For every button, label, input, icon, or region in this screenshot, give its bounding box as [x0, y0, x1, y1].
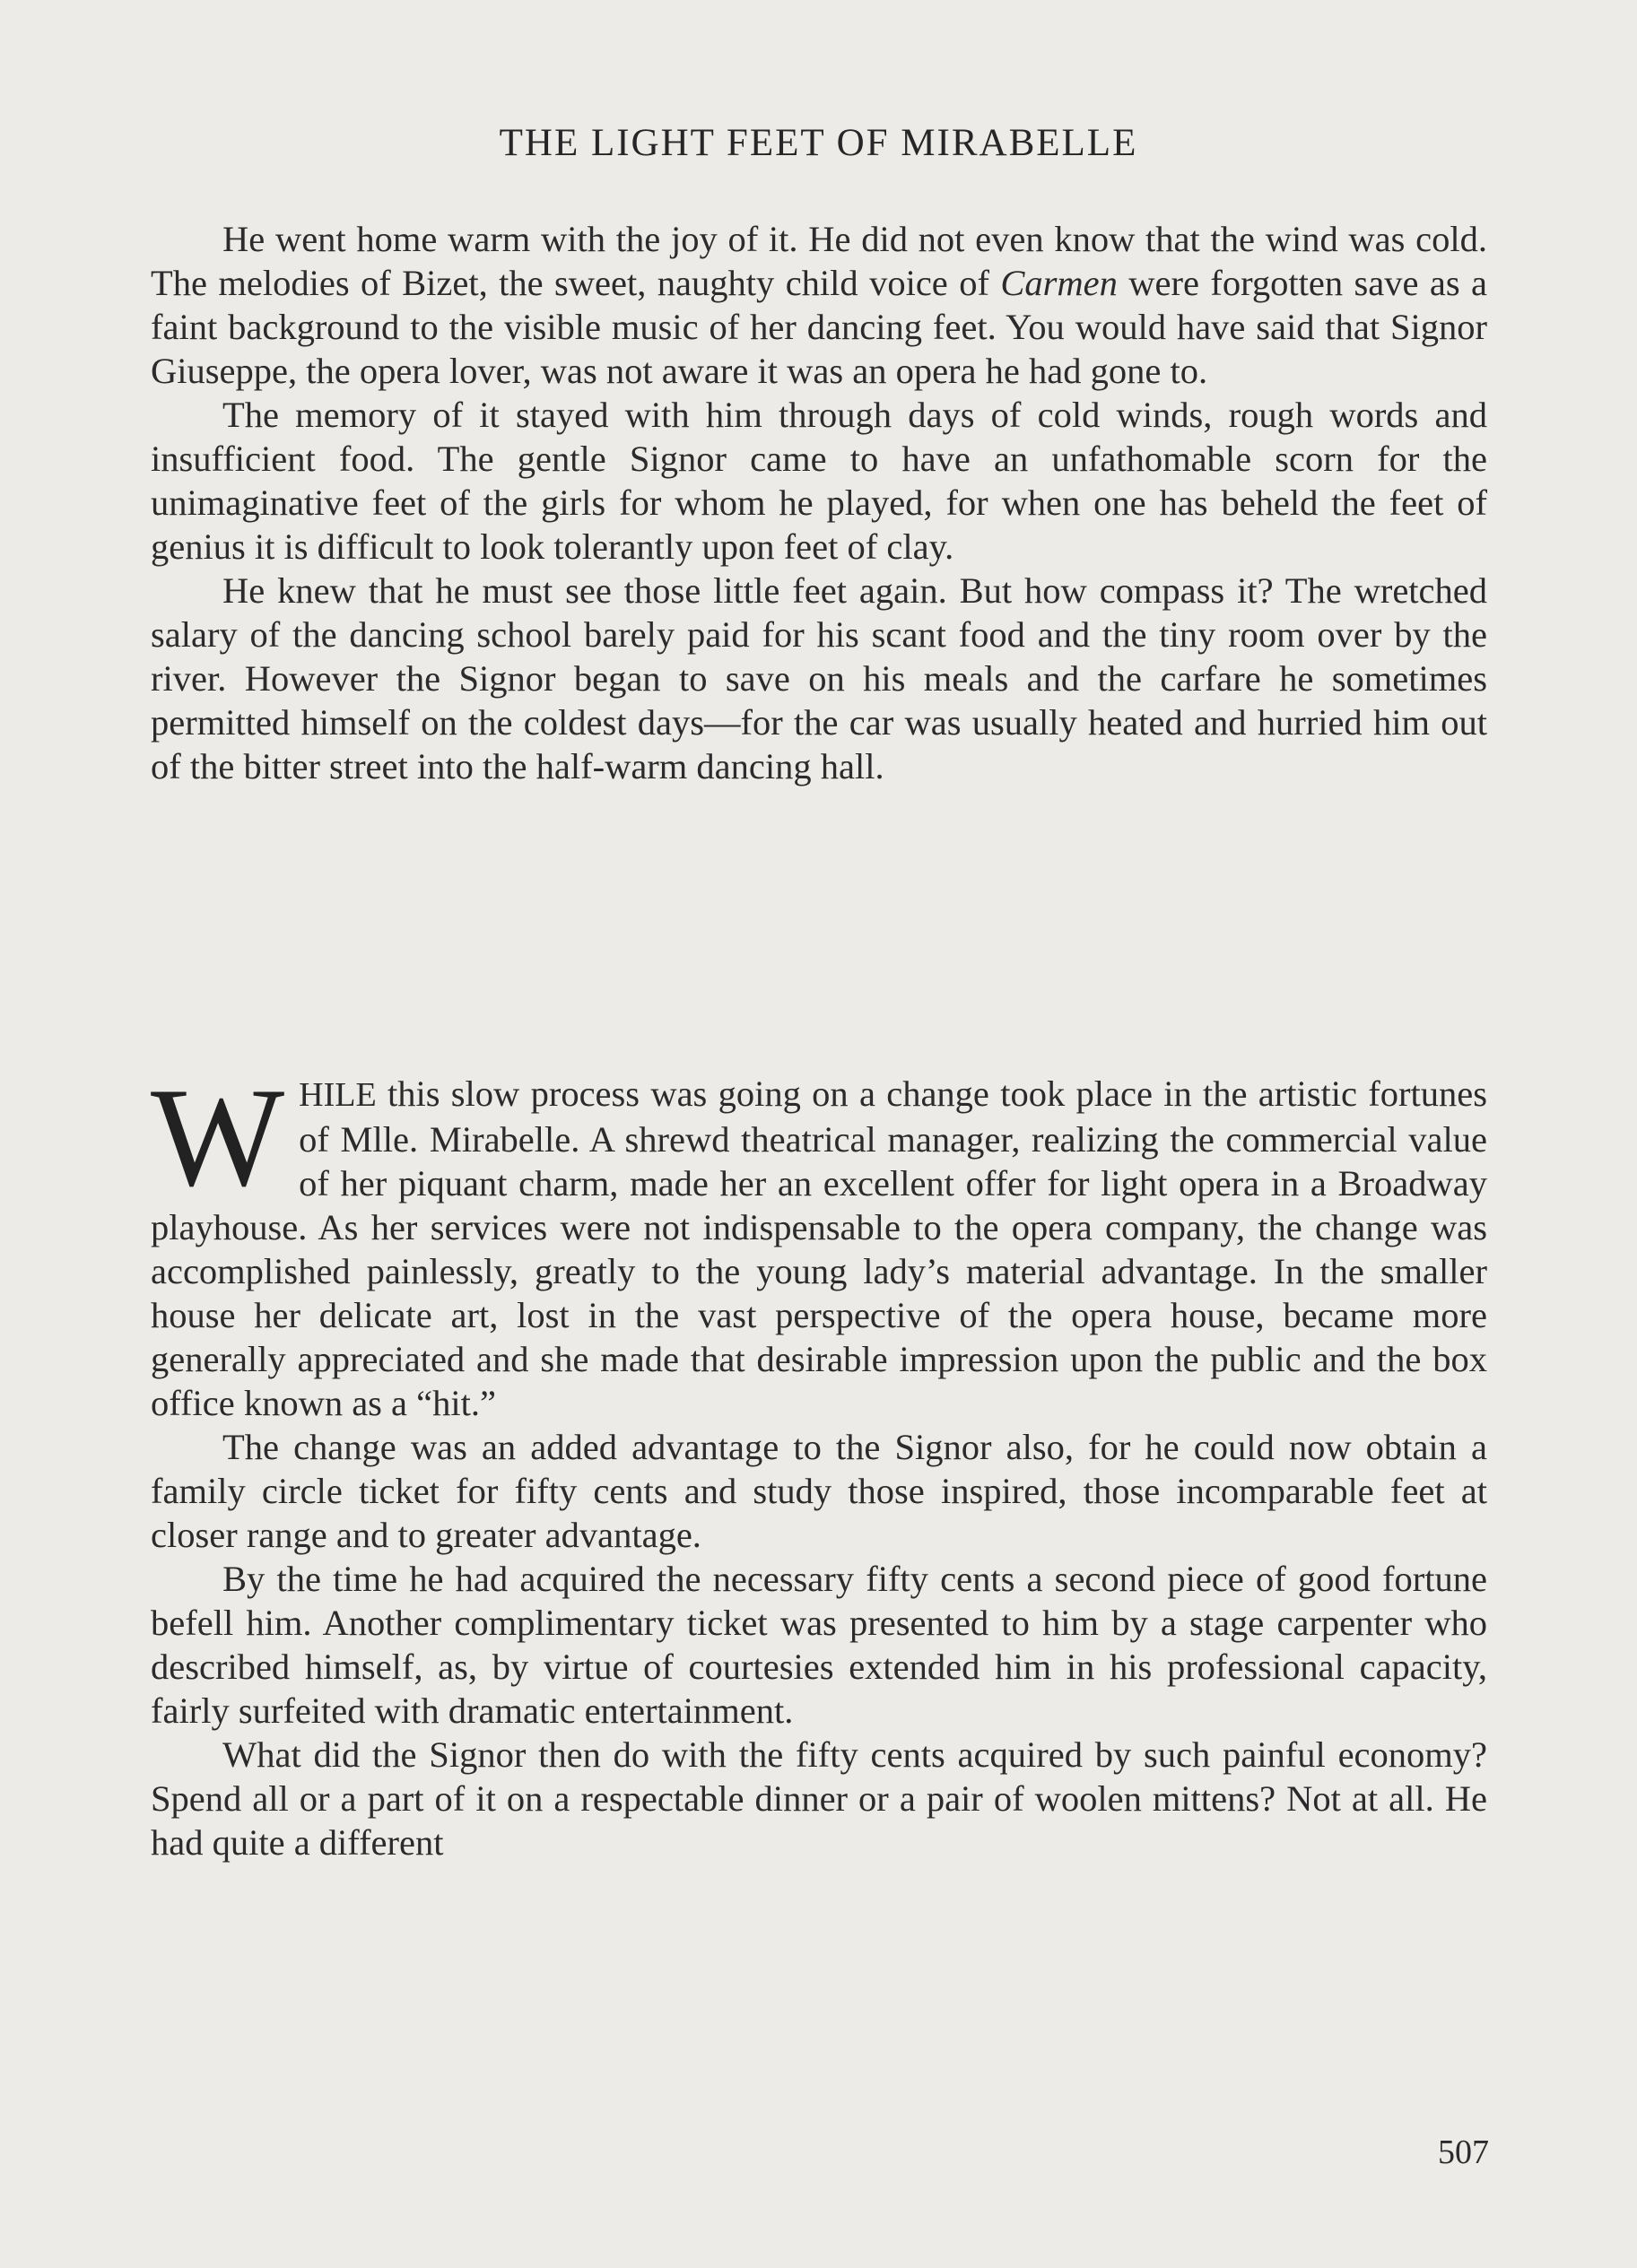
paragraph-1-text-a: He went home warm with the joy of it. He did not even know that the wind was cold. The melodies of Bizet, the sweet, naughty child voice of	[151, 219, 1487, 303]
paragraph-2: The memory of it stayed with him through days of cold winds, rough words and insufficient food. The gentle Signor came to have an unfathomable scorn for the unimaginative feet of the girls for whom he played, for when one has beheld the feet of genius it is difficult to look tolerantly upon feet of clay.	[151, 395, 1487, 567]
paragraph-5: The change was an added advantage to the Signor also, for he could now obtain a family circle ticket for fifty cents and study those inspired, those incomparable feet at closer range and to greater advantage.	[151, 1427, 1487, 1555]
section-two	[151, 1059, 1487, 1864]
drop-cap-letter: W	[151, 1059, 285, 1216]
paragraph-4-text: this slow process was going on a change took place in the artistic fortunes of Mlle. Mirabelle. A shrewd theatrical manager, realizing the commercial value of her piquant charm, made her an excellent offer for light opera in a Broadway playhouse. As her services were not indispensable to the opera company, the change was accomplished painlessly, greatly to the young lady’s material advantage. In the smaller house her delicate art, lost in the vast perspective of the opera house, became more generally appreciated and she made that desirable impression upon the public and the box office known as a “hit.”	[151, 1073, 1487, 1423]
section-one	[151, 217, 1487, 788]
paragraph-4-smallcaps: HILE	[299, 1076, 377, 1114]
paragraph-3: He knew that he must see those little feet again. But how compass it? The wretched salary of the dancing school barely paid for his scant food and the tiny room over by the river. However the Signor began to save on his meals and the carfare he sometimes permitted himself on the coldest days—for the car was usually heated and hurried him out of the bitter street into the half-warm dancing hall.	[151, 570, 1487, 786]
paragraph-7: What did the Signor then do with the fifty cents acquired by such painful economy? Spend all or a part of it on a respectable dinner or a pair of woolen mittens? Not at all. He had quite a different	[151, 1734, 1487, 1863]
paragraph-6: By the time he had acquired the necessary fifty cents a second piece of good fortune befell him. Another complimentary ticket was presented to him by a stage carpenter who described himself, as, by virtue of courtesies extended him in his professional capacity, fairly surfeited with dramatic entertainment.	[151, 1559, 1487, 1731]
page-title: THE LIGHT FEET OF MIRABELLE	[499, 122, 1138, 164]
paragraph-4	[151, 1059, 1487, 1425]
paragraph-1-text-b: were forgotten save as a faint background to the visible music of her dancing feet. You would have said that Signor Giuseppe, the opera lover, was not aware it was an opera he had gone to.	[151, 263, 1488, 391]
carmen-title-italic: Carmen	[1000, 263, 1118, 303]
paragraph-1	[151, 217, 1487, 393]
page-number: 507	[1438, 2133, 1489, 2171]
